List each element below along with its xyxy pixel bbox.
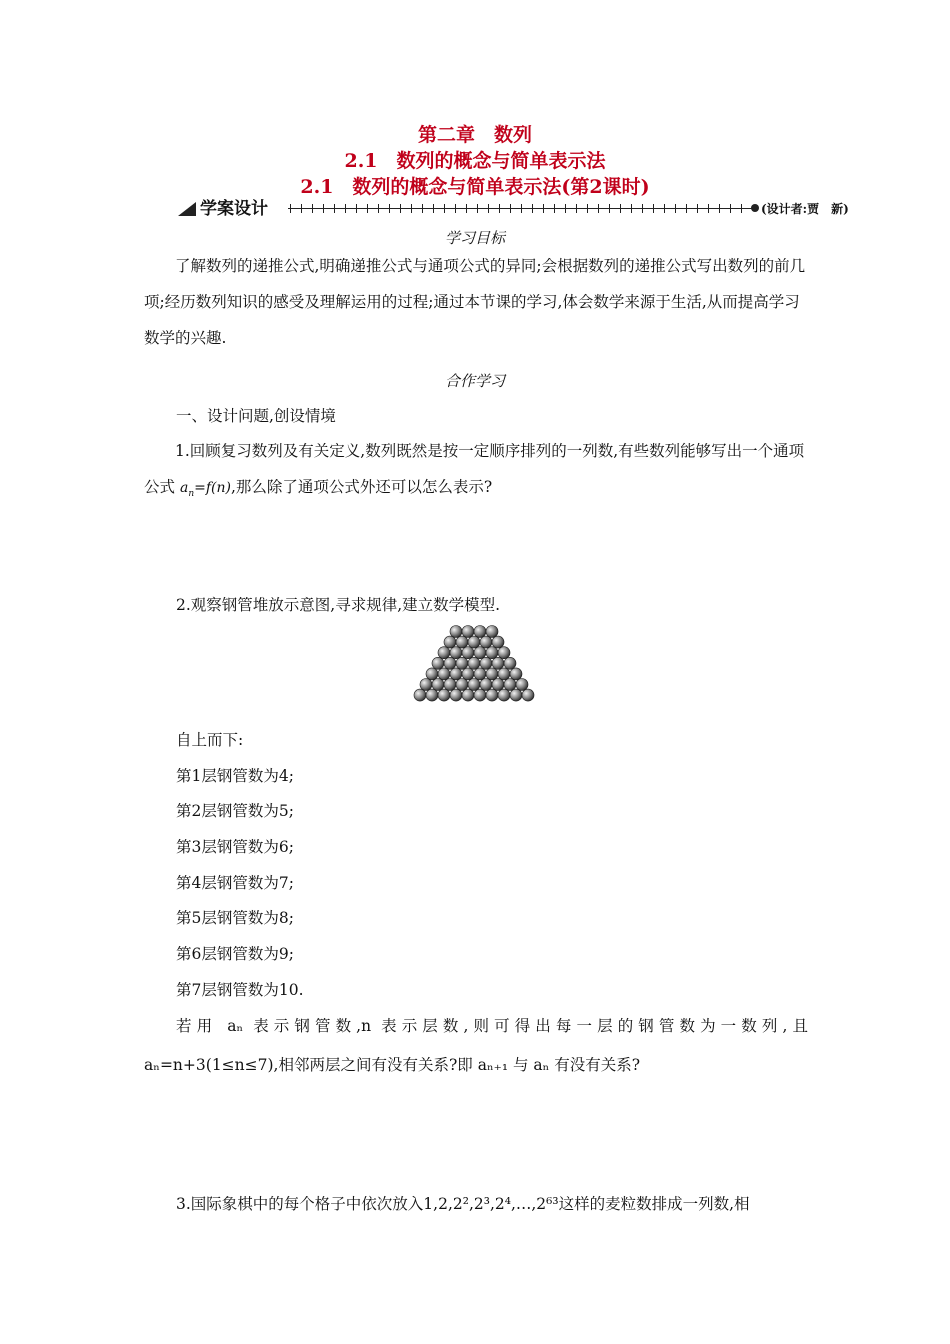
steel-pipe [450,689,462,701]
lesson-title: 2.1 数列的概念与简单表示法(第2课时) [300,176,650,198]
steel-pipe [516,679,528,691]
steel-pipe [438,668,450,680]
objectives-heading: 学习目标 [444,229,505,247]
steel-pipe [468,679,480,691]
layer-3: 第3层钢管数为6; [176,838,294,856]
layer-7: 第7层钢管数为10. [176,981,304,999]
layer-4: 第4层钢管数为7; [176,874,294,892]
question-1-text: 1.回顾复习数列及有关定义,数列既然是按一定顺序排列的一列数,有些数列能够写出一个通项公式 [144,442,805,496]
question-2: 2.观察钢管堆放示意图,寻求规律,建立数学模型. [176,596,501,614]
layer-1: 第1层钢管数为4; [176,767,294,785]
chapter-title: 第二章 数列 [417,124,532,146]
banner-label: 学案设计 [200,199,268,219]
question-3: 3.国际象棋中的每个格子中依次放入1,2,2²,2³,2⁴,…,2⁶³这样的麦粒数排成一列数,相 [176,1195,750,1213]
banner-designer: (设计者:贾 新) [761,202,849,216]
steel-pipe [456,636,468,648]
question-1-tail: ,那么除了通项公式外还可以怎么表示? [230,478,493,496]
steel-pipe [468,657,480,669]
steel-pipe [444,636,456,648]
steel-pipe [504,657,516,669]
steel-pipe [480,679,492,691]
top-down-label: 自上而下: [176,731,244,749]
steel-pipe [456,657,468,669]
steel-pipe [498,647,510,659]
steel-pipe [486,647,498,659]
steel-pipe [444,679,456,691]
steel-pipe [492,657,504,669]
steel-pipe [462,626,474,638]
question-2-line-1: 若用 aₙ 表示钢管数,n 表示层数,则可得出每一层的钢管数为一数列,且 [176,1017,808,1035]
banner-dot-icon [751,204,759,212]
steel-pipe [474,689,486,701]
steel-pipe [474,668,486,680]
steel-pipe [486,668,498,680]
question-1 [144,433,808,512]
steel-pipe [468,636,480,648]
steel-pipe [450,647,462,659]
study-plan-banner [178,199,860,221]
steel-pipe [486,689,498,701]
steel-pipe [438,689,450,701]
layer-5: 第5层钢管数为8; [176,909,294,927]
steel-pipe [510,668,522,680]
question-2-line-2: aₙ=n+3(1≤n≤7),相邻两层之间有没有关系?即 aₙ₊₁ 与 aₙ 有没有关系? [144,1056,641,1074]
steel-pipe [462,647,474,659]
steel-pipe [450,668,462,680]
objectives-text: 了解数列的递推公式,明确递推公式与通项公式的异同;会根据数列的递推公式写出数列的前几项;经历数列知识的感受及理解运用的过程;通过本节课的学习,体会数学来源于生活,从而提高学习数学的兴趣. [144,257,806,347]
steel-pipe [492,679,504,691]
steel-pipe [426,689,438,701]
steel-pipe [498,668,510,680]
steel-pipe [486,626,498,638]
steel-pipe [420,679,432,691]
steel-pipe [432,679,444,691]
steel-pipe [462,689,474,701]
banner-triangle-icon [178,202,196,216]
steel-pipe [480,657,492,669]
layer-6: 第6层钢管数为9; [176,945,294,963]
steel-pipe [474,626,486,638]
part-one-heading: 一、设计问题,创设情境 [176,407,336,425]
layer-2: 第2层钢管数为5; [176,802,294,820]
steel-pipe [474,647,486,659]
steel-pipe [462,668,474,680]
steel-pipe [450,626,462,638]
steel-pipe [426,668,438,680]
steel-pipe [438,647,450,659]
q1-formula: $a_n=f(n)$ [179,480,231,499]
steel-pipe [480,636,492,648]
steel-pipe [510,689,522,701]
steel-pipe [498,689,510,701]
steel-pipe [504,679,516,691]
cooperative-heading: 合作学习 [444,372,505,390]
banner-rule-line [288,208,754,209]
steel-pipe [444,657,456,669]
section-title: 2.1 数列的概念与简单表示法 [344,150,606,172]
steel-pipe [492,636,504,648]
steel-pipe-figure [412,625,536,703]
steel-pipe [522,689,534,701]
steel-pipe [456,679,468,691]
steel-pipe [414,689,426,701]
steel-pipe [432,657,444,669]
